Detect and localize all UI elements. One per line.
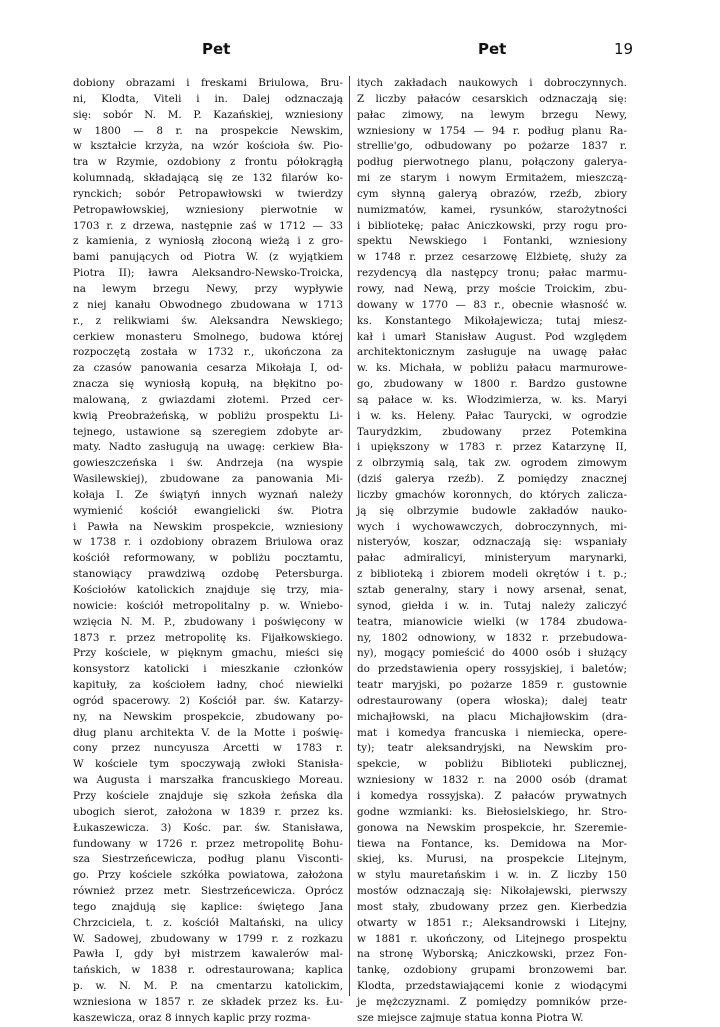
text-line: za czasów panowania cesarza Mikołaja I, od- <box>73 362 343 375</box>
text-line: tiewa na Fontance, ks. Demidowa na Mor- <box>357 837 627 850</box>
text-line: otwarty w 1851 r.; Aleksandrowski i Litejny, <box>357 916 627 929</box>
text-line: Klodta, przedstawiającemi konie z wiodącymi <box>357 980 627 993</box>
text-line: gonowa na Newskim prospekcie, hr. Szeremie- <box>357 821 627 834</box>
text-line: Przy kościele, w pięknym gmachu, mieści się <box>73 647 343 660</box>
text-line: kaszewicza, oraz 8 innych kaplic przy rozma- <box>73 1011 311 1024</box>
text-line: spekcie, w pobliżu Biblioteki publicznej, <box>357 758 627 771</box>
text-line: kapituły, za kościołem ładny, choć niewielki <box>73 679 343 692</box>
text-line: mat i komedya francuska i niemiecka, opere- <box>357 726 627 739</box>
text-line: w stylu mauretańskim i w. in. Z liczby 150 <box>357 869 627 882</box>
text-line: tego znajdują się kaplice: świętego Jana <box>73 900 343 913</box>
text-line: architektonicznym zasługuje na uwagę pałac <box>357 346 627 359</box>
header-left-title: Pet <box>202 40 231 58</box>
column-divider <box>349 76 350 996</box>
text-line: ni, Klodta, Viteli i in. Dalej odznaczają <box>73 92 343 105</box>
text-line: i komedya rossyjska). Z pałaców prywatnych <box>357 789 627 802</box>
text-line: wzniesiona w 1857 r. ze składek przez ks. Łu- <box>73 995 343 1008</box>
text-line: maty. Nadto zasługują na uwagę: cerkiew Bła- <box>73 441 343 454</box>
text-line: konsystorz katolicki i mieszkanie członków <box>73 663 343 676</box>
text-line: ubogich sierot, założona w 1839 r. przez ks. <box>73 805 343 818</box>
text-line: ty); teatr aleksandryjski, na Newskim pro- <box>357 742 627 755</box>
text-line: W kościele tym spoczywają zwłoki Stanisła- <box>73 758 343 771</box>
text-line: synod, giełda i w. in. Tutaj należy zaliczyć <box>357 599 627 612</box>
text-line: rezydencyą dla następcy tronu; pałac marmu- <box>357 267 627 280</box>
text-column-left <box>73 76 343 1024</box>
text-line: i bibliotekę; pałac Aniczkowski, przy rogu pro- <box>357 219 627 232</box>
text-line: most stały, zbudowany przez gen. Kierbedzia <box>357 900 627 913</box>
text-line: stanowiący prawdziwą ozdobę Petersburga. <box>73 568 343 581</box>
text-line: wa Augusta i marszałka francuskiego Moreau. <box>73 774 343 787</box>
text-line: i upiększony w 1783 r. przez Katarzynę II, <box>357 441 627 454</box>
text-line: je mężczyznami. Z pomiędzy pomników prze- <box>357 995 627 1008</box>
text-line: teatr maryjski, po pożarze 1859 r. gustownie <box>357 679 627 692</box>
running-header <box>0 40 720 64</box>
text-line: fundowany w 1726 r. przez metropolitę Bohu- <box>73 837 343 850</box>
text-line: znacza się wyniosłą kopułą, na błękitno po- <box>73 378 343 391</box>
text-line: w kształcie krzyża, na wzór kościoła św. Pio- <box>73 140 343 153</box>
text-line: się: sobór N. M. P. Kazańskiej, wzniesiony <box>73 108 343 121</box>
text-line: w 1881 r. ukończony, od Litejnego prospektu <box>357 932 627 945</box>
text-line: Petropawłowskiej, wzniesiony pierwotnie w <box>73 203 343 216</box>
text-line: itych zakładach naukowych i dobroczynnych. <box>357 77 627 89</box>
text-line: wzniesiony w 1832 r. na 2000 osób (dramat <box>357 774 627 787</box>
text-line: (dziś galerya rzeźb). Z pomiędzy znacznej <box>357 473 627 486</box>
text-line: i Pawła na Newskim prospekcie, wzniesiony <box>73 520 343 533</box>
text-line: teatra, mianowicie wielki (w 1784 zbudowa- <box>357 615 627 628</box>
text-line: ny), mogący pomieścić do 4000 osób i służący <box>357 647 627 660</box>
text-line: Chrzciciela, t. z. kościół Maltański, na ulicy <box>73 916 343 929</box>
text-line: pałac admiralicyi, ministeryum marynarki, <box>357 552 627 565</box>
text-line: są pałace w. ks. Włodzimierza, w. ks. Maryi <box>357 393 627 406</box>
text-line: tra w Rzymie, ozdobiony z frontu półokrągłą <box>73 156 343 169</box>
text-line: Przy kościele znajduje się szkoła żeńska dla <box>73 789 343 802</box>
text-line: z olbrzymią salą, tak zw. ogrodem zimowym <box>357 457 627 470</box>
text-line: p. w. N. M. P. na cmentarzu katolickim, <box>73 980 343 993</box>
text-line: go. Przy kościele szkółka powiatowa, założona <box>73 869 343 882</box>
text-line: w 1738 r. i ozdobiony obrazem Briulowa oraz <box>73 536 343 549</box>
text-line: mostów odznaczają się: Nikołajewski, pierwszy <box>357 885 627 898</box>
text-line: cerkiew monasteru Smolnego, budowa której <box>73 330 343 343</box>
text-line: rowy, nad Newą, przy moście Troickim, zbu- <box>357 282 627 295</box>
text-line: pałac zimowy, na lewym brzegu Newy, <box>357 108 627 121</box>
text-line: gowieszczeńska i św. Andrzeja (na wyspie <box>73 457 343 470</box>
text-line: w 1800 — 8 r. na prospekcie Newskim, <box>73 124 343 137</box>
text-line: Piotra II); ławra Aleksandro-Newsko-Troicka, <box>73 267 343 280</box>
text-line: kołaja I. Ze świątyń innych wyznań należy <box>73 488 343 501</box>
text-line: spektu Newskiego i Fontanki, wzniesiony <box>357 235 627 248</box>
text-line: nowicie: kościół metropolitalny p. w. Wniebo- <box>73 599 343 612</box>
text-line: z niej kanału Obwodnego zbudowana w 1713 <box>73 298 343 311</box>
page-number: 19 <box>614 40 634 58</box>
text-line: W. Sadowej, zbudowany w 1799 r. z rozkazu <box>73 932 343 945</box>
text-line: z biblioteką i zbiorem modeli okrętów i t. p.; <box>357 568 627 581</box>
text-line: Taurydzkim, zbudowany przez Potemkina <box>357 425 627 438</box>
text-line: malowaną, z gwiazdami złotemi. Przed cer- <box>73 393 343 406</box>
text-line: na stronę Wyborską; Aniczkowski, przez Fon- <box>357 948 627 961</box>
text-line: sza Siestrzeńcewicza, podług planu Visconti- <box>73 853 343 866</box>
text-line: dług planu architekta V. de la Motte i poświę- <box>73 726 343 739</box>
text-line: skiej, ks. Murusi, na prospekcie Litejnym, <box>357 853 627 866</box>
text-line: wzięcia N. M. P., zbudowany i poświęcony w <box>73 615 343 628</box>
text-line: podług pierwotnego planu, połączony galerya- <box>357 156 627 169</box>
text-line: Łukaszewicza. 3) Kośc. par. św. Stanisława, <box>73 821 343 834</box>
text-line: tejnego, ustawione są szeregiem zdobyte ar- <box>73 425 343 438</box>
text-line: ją się olbrzymie budowle zakładów nauko- <box>357 504 627 517</box>
text-line: tankę, ozdobiony grupami bronzowemi bar. <box>357 964 627 977</box>
text-line: w 1748 r. przez cesarzowę Elżbietę, służy za <box>357 251 627 264</box>
text-line: wzniesiony w 1754 — 94 r. podług planu Ra- <box>357 124 627 137</box>
text-line: Z liczby pałaców cesarskich odznaczają się: <box>357 92 627 105</box>
text-line: strellie'go, odbudowany po pożarze 1837 r. <box>357 140 627 153</box>
text-line: dowany w 1770 — 83 r., obecnie własność w. <box>357 298 627 311</box>
text-line: nisteryów, koszar, odznaczają się: wspaniały <box>357 536 627 549</box>
text-line: i w. ks. Heleny. Pałac Taurycki, w ogrodzie <box>357 409 627 422</box>
text-line: na lewym brzegu Newy, przy wypływie <box>73 282 343 295</box>
text-line: rozpoczętą została w 1732 r., ukończona za <box>73 346 343 359</box>
text-line: sztab generalny, stary i nowy arsenał, senat, <box>357 584 627 596</box>
text-line: w. ks. Michała, w pobliżu pałacu marmurowe- <box>357 362 627 375</box>
text-line: Wasilewskiej), zbudowane za panowania Mi- <box>73 473 343 486</box>
text-line: wych i wychowawczych, dobroczynnych, mi- <box>357 520 627 533</box>
text-line: liczby gmachów koronnych, do których zalicza- <box>357 488 627 501</box>
text-line: ks. Konstantego Mikołajewicza; tutaj miesz- <box>357 314 627 327</box>
text-line: Pawła I, gdy był mistrzem kawalerów mal- <box>73 948 343 961</box>
text-line: ny, 1802 odnowiony, w 1832 r. przebudowa- <box>357 631 627 644</box>
text-line: cony przez nuncyusza Arcetti w 1783 r. <box>73 742 343 755</box>
text-line: również przez metr. Siestrzeńcewicza. Oprócz <box>73 885 343 898</box>
text-line: michajłowski, na placu Michajłowskim (dra- <box>357 710 627 723</box>
text-line: odrestaurowany (opera włoska); dalej teatr <box>357 694 627 707</box>
text-line: Kościołów katolickich znajduje się trzy, mia- <box>73 584 343 596</box>
text-line: r., z relikwiami św. Aleksandra Newskiego; <box>73 314 343 327</box>
text-line: wymienić kościół ewangielicki św. Piotra <box>73 504 343 517</box>
text-line: do przedstawienia opery rossyjskiej, i baletów; <box>357 663 627 676</box>
text-line: 1703 r. z drzewa, następnie zaś w 1712 — 33 <box>73 219 343 232</box>
text-line: dobiony obrazami i freskami Briulowa, Bru- <box>73 77 343 89</box>
text-line: kościół reformowany, w pobliżu pocztamtu, <box>73 552 343 565</box>
text-line: bami panujących od Piotra W. (z wyjątkiem <box>73 251 343 264</box>
text-line: mi ze starym i nowym Ermitażem, mieszczą- <box>357 172 627 185</box>
text-line: rynckich; sobór Petropawłowski w twierdzy <box>73 187 343 200</box>
text-line: z kamienia, z wyniosłą złoconą wieżą i z gro- <box>73 235 343 248</box>
text-line: ogród spacerowy. 2) Kościół par. św. Katarzy- <box>73 694 343 707</box>
text-line: 1873 r. przez metropolitę ks. Fijałkowskiego. <box>73 631 343 644</box>
text-line: kolumnadą, składającą się ze 132 filarów ko- <box>73 172 343 185</box>
header-right-title: Pet <box>478 40 507 58</box>
text-line: ny, na Newskim prospekcie, zbudowany po- <box>73 710 343 723</box>
text-line: cym słynną galeryą obrazów, rzeźb, zbiory <box>357 187 627 200</box>
text-line: kwią Preobrażeńską, w pobliżu prospektu Li- <box>73 409 343 422</box>
text-line: tańskich, w 1838 r. odrestaurowana; kaplica <box>73 964 343 977</box>
text-line: numizmatów, kamei, rysunków, starożytności <box>357 203 627 216</box>
text-line: sze miejsce zajmuje statua konna Piotra W. <box>357 1011 584 1024</box>
text-line: kał i umarł Stanisław August. Pod względem <box>357 330 627 343</box>
text-line: go, zbudowany w 1800 r. Bardzo gustowne <box>357 378 627 391</box>
text-line: godne wzmianki: ks. Biełosielskiego, hr. Stro- <box>357 805 627 818</box>
text-column-right <box>357 76 627 1024</box>
